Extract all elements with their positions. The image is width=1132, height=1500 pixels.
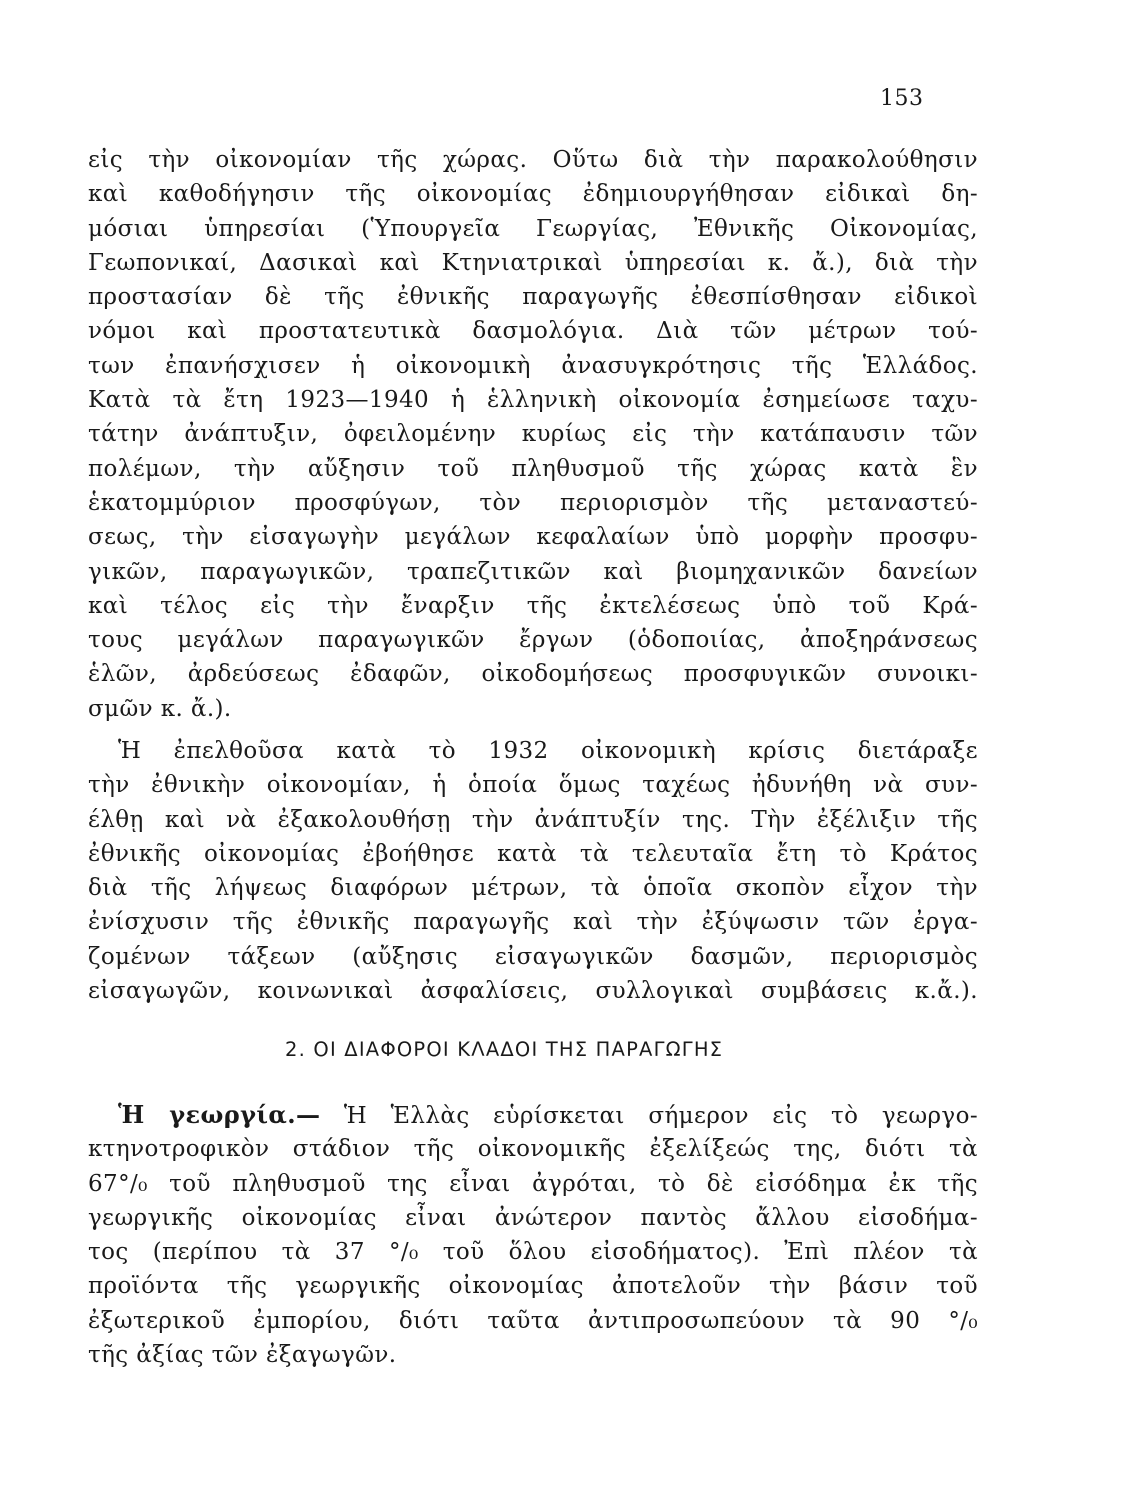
text-line: μόσιαι ὑπηρεσίαι (Ὑπουργεῖα Γεωργίας, Ἐθνικῆς Οἰκονομίας,: [88, 215, 978, 242]
paragraph-economy-measures: [88, 143, 978, 726]
text-line: τάτην ἀνάπτυξιν, ὀφειλομένην κυρίως εἰς τὴν κατάπαυσιν τῶν: [88, 421, 978, 448]
text-line: έλθῃ καὶ νὰ ἐξακολουθήσῃ τὴν ἀνάπτυξίν της. Τὴν ἐξέλιξιν τῆς: [88, 806, 978, 833]
text-line: τους μεγάλων παραγωγικῶν ἔργων (ὁδοποιίας, ἀποξηράνσεως: [88, 627, 978, 654]
text-line: σμῶν κ. ἄ.).: [88, 695, 232, 722]
text-line: καὶ τέλος εἰς τὴν ἔναρξιν τῆς ἐκτελέσεως ὑπὸ τοῦ Κρά-: [88, 592, 978, 619]
text-line: εἰς τὴν οἰκονομίαν τῆς χώρας. Οὕτω διὰ τὴν παρακολούθησιν: [88, 147, 978, 173]
text-line-lead: [88, 1098, 978, 1132]
text-line: εἰσαγωγῶν, κοινωνικαὶ ἀσφαλίσεις, συλλογικαὶ συμβάσεις κ.ἄ.).: [88, 978, 978, 1005]
text-line: κτηνοτροφικὸν στάδιον τῆς οἰκονομικῆς ἐξελίξεώς της, διότι τὰ: [88, 1136, 978, 1163]
text-line: πολέμων, τὴν αὔξησιν τοῦ πληθυσμοῦ τῆς χώρας κατὰ ἓν: [88, 455, 978, 482]
text-line: Ἡ ἐπελθοῦσα κατὰ τὸ 1932 οἰκονομικὴ κρίσις διετάραξε: [118, 738, 978, 764]
text-line: γικῶν, παραγωγικῶν, τραπεζιτικῶν καὶ βιομηχανικῶν δανείων: [88, 558, 978, 585]
text-line: καὶ καθοδήγησιν τῆς οἰκονομίας ἐδημιουργήθησαν εἰδικαὶ δη-: [88, 181, 978, 208]
text-line-rest: Ἡ Ἑλλὰς εὑρίσκεται σήμερον εἰς τὸ γεωργο-: [343, 1103, 978, 1129]
text-line: διὰ τῆς λήψεως διαφόρων μέτρων, τὰ ὁποῖα σκοπὸν εἶχον τὴν: [88, 875, 978, 902]
text-line: ζομένων τάξεων (αὔξησις εἰσαγωγικῶν δασμῶν, περιορισμὸς: [88, 943, 978, 970]
section-heading: 2. ΟΙ ΔΙΑΦΟΡΟΙ ΚΛΑΔΟΙ ΤΗΣ ΠΑΡΑΓΩΓΗΣ: [285, 1038, 724, 1061]
text-line: των ἐπανήσχισεν ἡ οἰκονομικὴ ἀνασυγκρότησις τῆς Ἑλλάδος.: [88, 352, 978, 379]
text-line: ἑκατομμύριον προσφύγων, τὸν περιορισμὸν τῆς μεταναστεύ-: [88, 489, 978, 516]
text-line: προστασίαν δὲ τῆς ἐθνικῆς παραγωγῆς ἐθεσπίσθησαν εἰδικοὶ: [88, 284, 978, 311]
text-line: τῆς ἀξίας τῶν ἐξαγωγῶν.: [88, 1342, 397, 1369]
text-line: ἐξωτερικοῦ ἐμπορίου, διότι ταῦτα ἀντιπροσωπεύουν τὰ 90 °/₀: [88, 1307, 978, 1334]
text-line: ἐθνικῆς οἰκονομίας ἐβοήθησε κατὰ τὰ τελευταῖα ἔτη τὸ Κράτος: [88, 840, 978, 867]
text-line: ἐνίσχυσιν τῆς ἐθνικῆς παραγωγῆς καὶ τὴν ἐξύψωσιν τῶν ἐργα-: [88, 909, 978, 936]
text-line: τος (περίπου τὰ 37 °/₀ τοῦ ὅλου εἰσοδήματος). Ἐπὶ πλέον τὰ: [88, 1239, 978, 1266]
text-line: νόμοι καὶ προστατευτικὰ δασμολόγια. Διὰ τῶν μέτρων τού-: [88, 318, 978, 345]
text-line: προϊόντα τῆς γεωργικῆς οἰκονομίας ἀποτελοῦν τὴν βάσιν τοῦ: [88, 1273, 978, 1300]
paragraph-crisis-1932: [88, 734, 978, 1008]
page-number: 153: [880, 86, 924, 111]
text-line: τὴν ἐθνικὴν οἰκονομίαν, ἡ ὁποία ὅμως ταχέως ἠδυνήθη νὰ συν-: [88, 772, 978, 799]
text-line: Κατὰ τὰ ἔτη 1923—1940 ἡ ἑλληνικὴ οἰκονομία ἐσημείωσε ταχυ-: [88, 387, 978, 414]
run-in-heading: Ἡ γεωργία.—: [118, 1100, 321, 1129]
text-line: ἑλῶν, ἀρδεύσεως ἐδαφῶν, οἰκοδομήσεως προσφυγικῶν συνοικι-: [88, 661, 978, 688]
paragraph-agriculture: [88, 1098, 978, 1372]
text-line: σεως, τὴν εἰσαγωγὴν μεγάλων κεφαλαίων ὑπὸ μορφὴν προσφυ-: [88, 524, 978, 551]
text-line: Γεωπονικαί, Δασικαὶ καὶ Κτηνιατρικαὶ ὑπηρεσίαι κ. ἄ.), διὰ τὴν: [88, 249, 978, 276]
text-line: γεωργικῆς οἰκονομίας εἶναι ἀνώτερον παντὸς ἄλλου εἰσοδήμα-: [88, 1204, 978, 1231]
text-line: 67°/₀ τοῦ πληθυσμοῦ της εἶναι ἀγρόται, τὸ δὲ εἰσόδημα ἐκ τῆς: [88, 1170, 978, 1197]
